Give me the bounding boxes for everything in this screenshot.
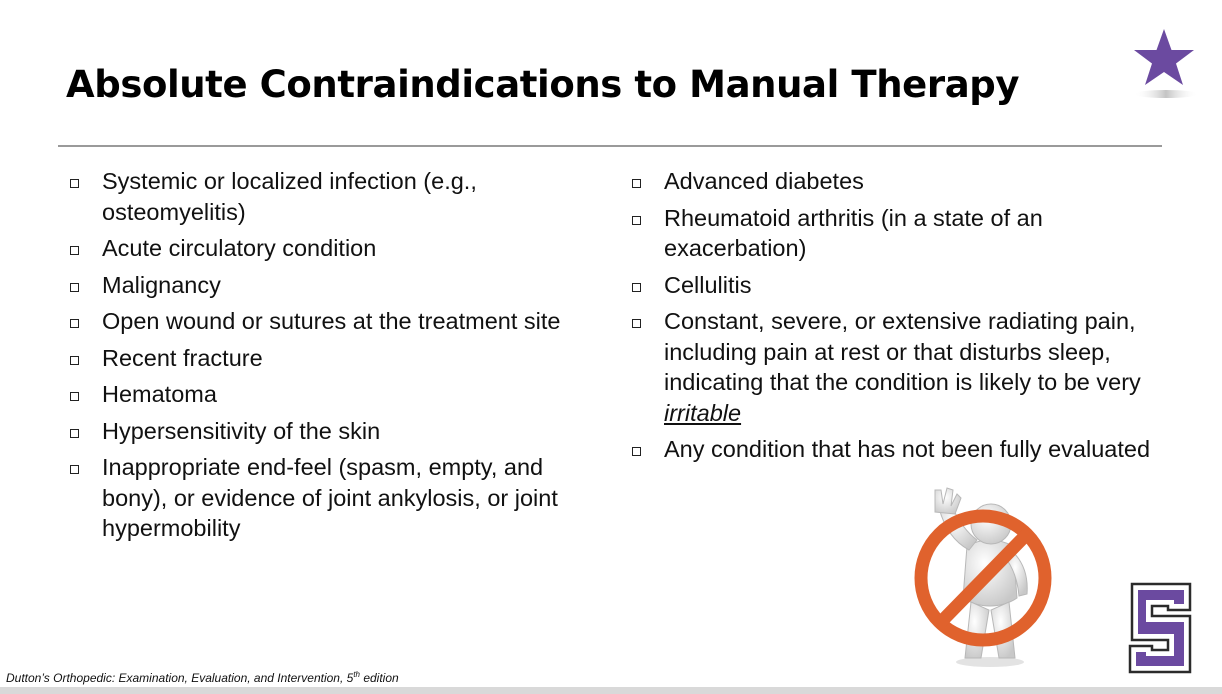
stop-sign-figure-icon: [905, 486, 1075, 668]
list-item: Hematoma: [70, 379, 580, 410]
checkbox-bullet-icon: [70, 319, 79, 328]
list-item: Constant, severe, or extensive radiating pain, including pain at rest or that disturbs sleep, indicating that the condition is likely to be very irritable: [632, 306, 1172, 428]
list-item: Open wound or sutures at the treatment site: [70, 306, 580, 337]
list-item: Acute circulatory condition: [70, 233, 580, 264]
citation-footer: Dutton’s Orthopedic: Examination, Evaluation, and Intervention, 5th edition: [6, 670, 399, 685]
list-item: Cellulitis: [632, 270, 1172, 301]
checkbox-bullet-icon: [632, 216, 641, 225]
list-item: Recent fracture: [70, 343, 580, 374]
checkbox-bullet-icon: [632, 179, 641, 188]
list-item: Advanced diabetes: [632, 166, 1172, 197]
emphasized-term: irritable: [664, 399, 742, 426]
bottom-bar: [0, 687, 1222, 694]
list-item: Inappropriate end-feel (spasm, empty, and bony), or evidence of joint ankylosis, or joint hypermobility: [70, 452, 580, 544]
checkbox-bullet-icon: [70, 465, 79, 474]
list-item: Systemic or localized infection (e.g., osteomyelitis): [70, 166, 580, 227]
checkbox-bullet-icon: [632, 319, 641, 328]
list-item: Malignancy: [70, 270, 580, 301]
star-icon: [1128, 26, 1200, 106]
checkbox-bullet-icon: [70, 356, 79, 365]
slide-title: Absolute Contraindications to Manual Therapy: [66, 63, 1020, 106]
checkbox-bullet-icon: [632, 447, 641, 456]
left-bullet-list: [70, 166, 580, 550]
right-bullet-list: [632, 166, 1172, 471]
list-item: Hypersensitivity of the skin: [70, 416, 580, 447]
checkbox-bullet-icon: [70, 246, 79, 255]
checkbox-bullet-icon: [70, 429, 79, 438]
list-item: Rheumatoid arthritis (in a state of an exacerbation): [632, 203, 1172, 264]
checkbox-bullet-icon: [70, 179, 79, 188]
checkbox-bullet-icon: [632, 283, 641, 292]
list-item: Any condition that has not been fully evaluated: [632, 434, 1172, 465]
title-divider: [58, 145, 1162, 147]
checkbox-bullet-icon: [70, 392, 79, 401]
university-s-logo: [1124, 580, 1196, 676]
checkbox-bullet-icon: [70, 283, 79, 292]
